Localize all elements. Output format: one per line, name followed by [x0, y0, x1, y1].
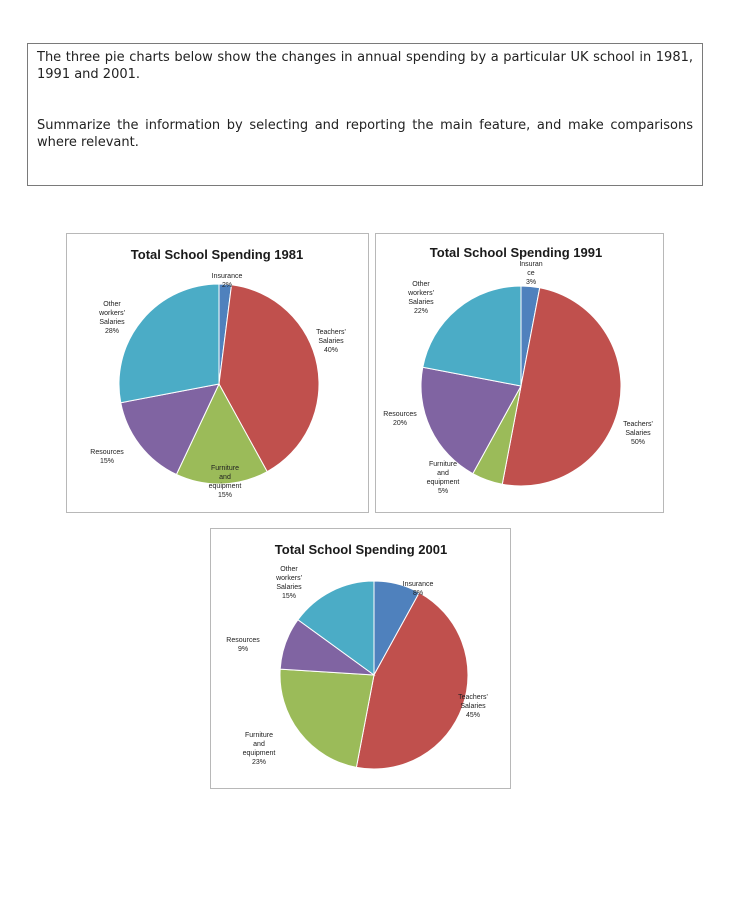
slice-label-other-workers-1981: Other workers' Salaries 28% [99, 301, 125, 335]
slice-label-furniture-1981: Furniture and equipment 15% [208, 465, 242, 499]
task-description: The three pie charts below show the changes in annual spending by a particular UK school in 1981, 1991 and 2001. [37, 50, 693, 82]
slice-label-furniture-1991: Furniture and equipment 5% [426, 461, 460, 495]
task-instruction: Summarize the information by selecting and reporting the main feature, and make comparisons where relevant. [37, 118, 693, 150]
pie-chart-1991-svg [376, 234, 663, 512]
pie-chart-2001 [210, 528, 511, 789]
slice-other-workers-1981 [119, 284, 219, 403]
slice-label-other-workers-1991: Other workers' Salaries 22% [408, 281, 434, 315]
slice-label-resources-2001: Resources 9% [226, 637, 260, 653]
slice-label-insurance-2001: Insurance 8% [402, 581, 434, 597]
pie-chart-2001-svg [211, 529, 510, 788]
chart-title-1981: Total School Spending 1981 [130, 247, 304, 262]
chart-title-2001: Total School Spending 2001 [274, 542, 448, 557]
slice-label-other-workers-2001: Other workers' Salaries 15% [276, 566, 302, 600]
slice-label-teachers-1981: Teachers' Salaries 40% [316, 329, 346, 354]
chart-title-1991: Total School Spending 1991 [429, 245, 603, 260]
pie-chart-1981-svg [67, 234, 368, 512]
slice-label-resources-1981: Resources 15% [90, 449, 124, 465]
slice-label-teachers-1991: Teachers' Salaries 50% [623, 421, 653, 446]
task-prompt-box [27, 43, 703, 186]
slice-label-furniture-2001: Furniture and equipment 23% [242, 732, 276, 766]
pie-chart-1991 [375, 233, 664, 513]
pie-chart-1981 [66, 233, 369, 513]
slice-label-insurance-1981: Insurance 2% [211, 273, 243, 289]
slice-label-insurance-1991: Insuran ce 3% [519, 261, 543, 286]
slice-label-teachers-2001: Teachers' Salaries 45% [458, 694, 488, 719]
slice-label-resources-1991: Resources 20% [383, 411, 417, 427]
